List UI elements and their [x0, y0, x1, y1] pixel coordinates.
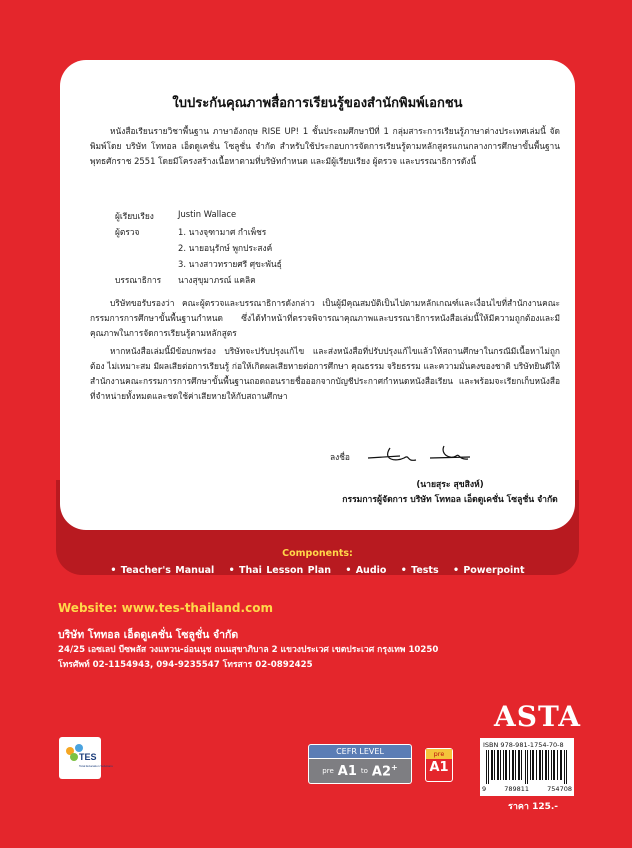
isbn-text: ISBN 978-981-1754-70-8 [483, 741, 564, 749]
paragraph-1-text: หนังสือเรียนรายวิชาพื้นฐาน ภาษาอังกฤษ RISE UP! 1 ชั้นประถมศึกษาปีที่ 1 กลุ่มสาระการเรียนรู้ภาษาต่างประเทศเล่มนี้ จัดพิมพ์โดย บริษัท โททอล เอ็ดดูเคชั่น โซลูชั่น จำกัด สำหรับใช้ประกอบการจัดการเรียนรู้ตามหลักสูตรแกนกลางการศึกษาขั้นพื้นฐาน พุทธศักราช 2551 โดยมีโครงสร้างเนื้อหาตามที่บริษัทกำหนด และมีผู้เรียบเรียง ผู้ตรวจ และบรรณาธิการดังนี้ [90, 126, 560, 166]
component-powerpoint: • Powerpoint [452, 565, 525, 576]
cefr-range [308, 759, 412, 784]
sign-label: ลงชื่อ [330, 452, 350, 462]
barcode-group-2: 754708 [547, 785, 572, 793]
component-tests: • Tests [400, 565, 439, 576]
tes-logo-icon [59, 737, 113, 779]
cefr-level-badge [308, 744, 412, 784]
reviewer-1: 1. นางจุฑามาศ กำเพ็ชร [178, 227, 267, 237]
company-phone: โทรศัพท์ 02-1154943, 094-9235547 โทรสาร 02-0892425 [58, 660, 313, 670]
certificate-title: ใบประกันคุณภาพสื่อการเรียนรู้ของสำนักพิมพ์เอกชน [172, 96, 463, 111]
cefr-label: CEFR LEVEL [308, 744, 412, 759]
cefr-pre: pre [322, 767, 334, 775]
price-label: ราคา 125.- [508, 802, 559, 812]
isbn-barcode [480, 738, 574, 796]
paragraph-3-text: หากหนังสือเล่มนี้มีข้อบกพร่อง บริษัทจะปรับปรุงแก้ไข และส่งหนังสือที่ปรับปรุงแก้ไขแล้วให้สถานศึกษาในกรณีมีเนื้อหาไม่ถูกต้อง ไม่เหมาะสม มีผลเสียต่อการเรียนรู้ ก่อให้เกิดผลเสียหายต่อการศึกษา คุณธรรม จริยธรรม และความมั่นคงของชาติ บริษัทยินดีให้สำนักงานคณะกรรมการการศึกษาขั้นพื้นฐานถอดถอนรายชื่อออกจากบัญชีประกาศกำหนดหนังสือเรียน และพร้อมจะเรียกเก็บหนังสือที่จำหน่ายทั้งหมดและชดใช้ค่าเสียหายให้กับสถานศึกษา [90, 346, 560, 401]
pre-a1-badge [425, 748, 453, 782]
company-name: บริษัท โททอล เอ็ดดูเคชั่น โซลูชั่น จำกัด [58, 629, 239, 641]
components-list [60, 565, 575, 576]
reviewer-label: ผู้ตรวจ [115, 227, 140, 237]
cefr-to-plus: + [391, 762, 398, 772]
signer-title: กรรมการผู้จัดการ บริษัท โททอล เอ็ดดูเคชั่น โซลูชั่น จำกัด [342, 495, 558, 505]
website-text: Website: www.tes-thailand.com [58, 601, 273, 615]
editor-name: นางสุขุมาภรณ์ แคลิค [178, 275, 256, 285]
paragraph-2-text: บริษัทขอรับรองว่า คณะผู้ตรวจและบรรณาธิการดังกล่าว เป็นผู้มีคุณสมบัติเป็นไปตามหลักเกณฑ์และเงื่อนไขที่สำนักงานคณะกรรมการการศึกษาขั้นพื้นฐานกำหนด ซึ่งได้ทำหน้าที่ตรวจพิจารณาคุณภาพและบรรณาธิการหนังสือเล่มนี้ให้มีความถูกต้องและมีคุณภาพในการจัดการเรียนรู้ตามหลักสูตร [90, 298, 560, 338]
barcode-digit-first: 9 [482, 785, 487, 793]
author-name: Justin Wallace [178, 209, 237, 219]
author-label: ผู้เรียบเรียง [115, 211, 154, 221]
barcode-group-1: 789811 [504, 785, 530, 793]
component-thai-lesson-plan: • Thai Lesson Plan [228, 565, 332, 576]
tes-logo-text: TES [79, 752, 97, 762]
barcode-bars [484, 750, 570, 784]
cefr-from: A1 [337, 763, 357, 779]
reviewer-3: 3. นางสาวทรายศรี ศุขะพันธุ์ [178, 259, 282, 269]
credits-block [115, 209, 282, 289]
component-teachers-manual: • Teacher's Manual [110, 565, 215, 576]
certificate-paragraph-1 [90, 124, 560, 169]
asta-logo [494, 700, 581, 733]
components-title: Components: [282, 548, 353, 559]
signer-block [300, 478, 600, 508]
signer-name: (นายสุระ สุขสิงห์) [416, 480, 484, 490]
signature-image [360, 440, 490, 470]
certificate-paragraph-2 [90, 296, 560, 341]
asta-logo-text: ASTA [494, 700, 581, 733]
cefr-to [372, 763, 398, 779]
company-contact [58, 643, 438, 673]
tes-logo-subtext: Total Education Solutions [79, 764, 113, 768]
cefr-to-level: A2 [371, 764, 392, 780]
pre-a1-pre: pre [426, 749, 452, 759]
pre-a1-level: A1 [429, 760, 449, 775]
editor-label: บรรณาธิการ [115, 275, 162, 285]
cefr-to-word: to [360, 767, 368, 775]
component-audio: • Audio [345, 565, 387, 576]
reviewer-2: 2. นายอนุรักษ์ พูกประสงค์ [178, 243, 273, 253]
certificate-paragraph-3 [90, 344, 560, 404]
company-address: 24/25 เอซเลป บีซพลัส วงแหวน-อ่อนนุช ถนนสุขาภิบาล 2 แขวงประเวศ เขตประเวศ กรุงเทพ 10250 [58, 645, 439, 655]
barcode-numbers [482, 785, 572, 793]
tes-logo [59, 737, 113, 779]
